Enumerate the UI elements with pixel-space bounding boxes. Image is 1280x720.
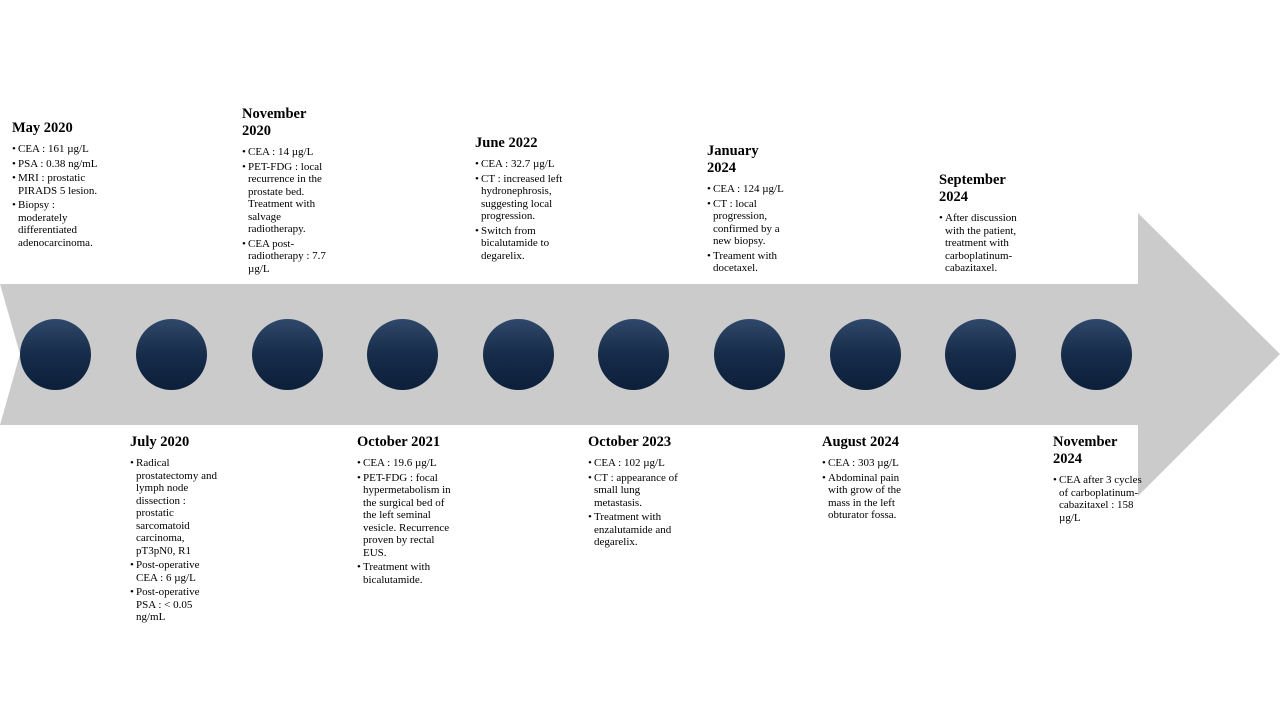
event-january-2024 bbox=[707, 143, 793, 277]
event-date: July 2020 bbox=[130, 434, 190, 450]
event-detail: • After discussion with the patient, treatment with carboplatinum-cabazitaxel. bbox=[939, 212, 1029, 275]
event-details bbox=[242, 146, 336, 275]
timeline-node-6 bbox=[598, 319, 669, 390]
event-detail: • Abdominal pain with grow of the mass in the left obturator fossa. bbox=[822, 472, 914, 522]
event-october-2023 bbox=[588, 434, 684, 551]
event-detail: • CEA : 19.6 µg/L bbox=[357, 457, 453, 470]
event-detail: • Treament with docetaxel. bbox=[707, 250, 793, 275]
event-november-2024 bbox=[1053, 434, 1145, 526]
event-detail: • Radical prostatectomy and lymph node dissection : prostatic sarcomatoid carcinoma, pT3pN0, R1 bbox=[130, 457, 218, 557]
timeline-node-8 bbox=[830, 319, 901, 390]
timeline-node-1 bbox=[20, 319, 91, 390]
timeline-node-2 bbox=[136, 319, 207, 390]
event-date: November 2024 bbox=[1053, 434, 1118, 467]
event-date: November 2020 bbox=[242, 106, 307, 139]
event-detail: • Treatment with bicalutamide. bbox=[357, 561, 453, 586]
event-detail: • CT : local progression, confirmed by a new biopsy. bbox=[707, 198, 793, 248]
event-details bbox=[475, 158, 567, 262]
event-detail: • CT : increased left hydronephrosis, suggesting local progression. bbox=[475, 173, 567, 223]
event-detail: • CEA : 102 µg/L bbox=[588, 457, 684, 470]
event-detail: • CT : appearance of small lung metastasis. bbox=[588, 472, 684, 510]
timeline-node-3 bbox=[252, 319, 323, 390]
event-details bbox=[130, 457, 218, 624]
timeline-node-9 bbox=[945, 319, 1016, 390]
event-detail: • CEA after 3 cycles of carboplatinum-cabazitaxel : 158 µg/L bbox=[1053, 474, 1145, 524]
event-detail: • CEA : 124 µg/L bbox=[707, 183, 793, 196]
event-september-2024 bbox=[939, 172, 1029, 277]
event-details bbox=[12, 143, 104, 249]
event-detail: • Post-operative PSA : < 0.05 ng/mL bbox=[130, 586, 218, 624]
event-july-2020 bbox=[130, 434, 218, 626]
event-date: May 2020 bbox=[12, 120, 73, 136]
event-detail: • Post-operative CEA : 6 µg/L bbox=[130, 559, 218, 584]
event-may-2020 bbox=[12, 120, 104, 251]
timeline-node-10 bbox=[1061, 319, 1132, 390]
event-detail: • CEA : 32.7 µg/L bbox=[475, 158, 567, 171]
event-detail: • CEA : 14 µg/L bbox=[242, 146, 336, 159]
event-details bbox=[707, 183, 793, 275]
timeline-node-7 bbox=[714, 319, 785, 390]
timeline-node-5 bbox=[483, 319, 554, 390]
event-date: August 2024 bbox=[822, 434, 899, 450]
event-detail: • MRI : prostatic PIRADS 5 lesion. bbox=[12, 172, 104, 197]
event-details bbox=[939, 212, 1029, 275]
event-june-2022 bbox=[475, 135, 567, 264]
event-date: September 2024 bbox=[939, 172, 1006, 205]
event-detail: • PSA : 0.38 ng/mL bbox=[12, 158, 104, 171]
event-date: June 2022 bbox=[475, 135, 538, 151]
event-details bbox=[588, 457, 684, 549]
event-august-2024 bbox=[822, 434, 914, 524]
event-detail: • CEA post-radiotherapy : 7.7 µg/L bbox=[242, 238, 336, 276]
event-detail: • Biopsy : moderately differentiated adenocarcinoma. bbox=[12, 199, 104, 249]
event-november-2020 bbox=[242, 106, 336, 277]
event-detail: • CEA : 303 µg/L bbox=[822, 457, 914, 470]
event-october-2021 bbox=[357, 434, 453, 588]
event-detail: • CEA : 161 µg/L bbox=[12, 143, 104, 156]
event-detail: • PET-FDG : focal hypermetabolism in the surgical bed of the left seminal vesicle. Recurrence proven by rectal EUS. bbox=[357, 472, 453, 560]
event-date: October 2021 bbox=[357, 434, 441, 450]
event-detail: • Treatment with enzalutamide and degarelix. bbox=[588, 511, 684, 549]
event-date: January 2024 bbox=[707, 143, 759, 176]
timeline-node-4 bbox=[367, 319, 438, 390]
event-details bbox=[357, 457, 453, 586]
event-details bbox=[822, 457, 914, 522]
event-date: October 2023 bbox=[588, 434, 672, 450]
event-detail: • PET-FDG : local recurrence in the prostate bed. Treatment with salvage radiotherapy. bbox=[242, 161, 336, 236]
event-details bbox=[1053, 474, 1145, 524]
event-detail: • Switch from bicalutamide to degarelix. bbox=[475, 225, 567, 263]
